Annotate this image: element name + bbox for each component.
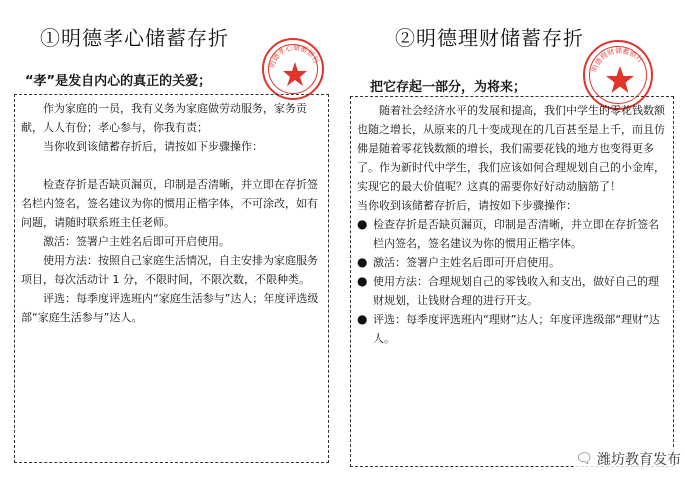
- list-item: ● 评选：每季度评选班内“理财”达人；年度评选级部“理财”达人。: [357, 310, 667, 348]
- right-passbook-box: [350, 96, 674, 467]
- bullet-icon: ●: [357, 312, 368, 326]
- left-paragraph: 激活：签署户主姓名后即可开启使用。: [43, 235, 230, 248]
- right-intro: 随着社会经济水平的发展和提高，我们中学生的零花钱数额也随之增长，从原来的几十变成现在的几百甚至是上千，而且仿佛是随着零花钱数额的增长，我们需要花钱的地方也变得更多了。作为新时代中学生，我们应该如何合理规划自己的小金库，实现它的最大价值呢？这真的需要你好好动动脑筋了！: [357, 104, 665, 193]
- list-item: ● 激活：签署户主姓名后即可开启使用。: [357, 253, 667, 272]
- list-item: ● 使用方法：合理规划自己的零钱收入和支出，做好自己的理财规划，让钱财合理的进行开支。: [357, 272, 667, 310]
- bullet-icon: ●: [357, 274, 368, 288]
- right-title: ②明德理财储蓄存折: [395, 26, 584, 50]
- source-watermark: 🗨 潍坊教育发布: [575, 451, 681, 468]
- bullet-icon: ●: [357, 217, 368, 231]
- left-paragraph: 使用方法：按照自己家庭生活情况，自主安排为家庭服务项目，每次活动计 1 分，不限时间，不限次数，不限种类。: [21, 254, 318, 286]
- star-icon: [283, 62, 307, 86]
- chat-bubble-icon: 🗨: [575, 451, 593, 467]
- left-paragraph: 检查存折是否缺页漏页，印制是否清晰，并立即在存折签名栏内签名，签名建议为你的惯用正楷字体，不可涂改，如有问题，请随时联系班主任老师。: [21, 178, 318, 229]
- left-subtitle: “孝”是发自内心的真正的关爱；: [25, 74, 212, 89]
- left-title: ①明德孝心储蓄存折: [40, 26, 229, 50]
- left-paragraph: 评选：每季度评选班内“家庭生活参与”达人；年度评选级部“家庭生活参与”达人。: [21, 292, 319, 324]
- right-seal-text: 明德理财储蓄银行: [590, 46, 645, 74]
- right-subtitle: 把它存起一部分，为将来；: [370, 80, 527, 95]
- svg-text:明德理财储蓄银行: [590, 46, 645, 73]
- bullet-icon: ●: [357, 255, 368, 269]
- left-passbook-box: [14, 94, 329, 463]
- left-paragraph: 作为家庭的一员，我有义务为家庭做劳动服务，家务贡献，人人有份；孝心参与，你我有责；: [21, 102, 307, 134]
- list-item: ● 检查存折是否缺页漏页，印制是否清晰，并立即在存折签名栏内签名，签名建议为你的惯用正楷字体。: [357, 215, 667, 253]
- left-seal-text: 明德孝心储蓄银行: [268, 43, 321, 69]
- left-paragraph: 当你收到该储蓄存折后，请按如下步骤操作：: [43, 140, 263, 153]
- right-instruction: 当你收到该储蓄存折后，请按如下步骤操作：: [357, 199, 577, 212]
- left-seal: [262, 38, 324, 100]
- star-icon: [606, 66, 634, 93]
